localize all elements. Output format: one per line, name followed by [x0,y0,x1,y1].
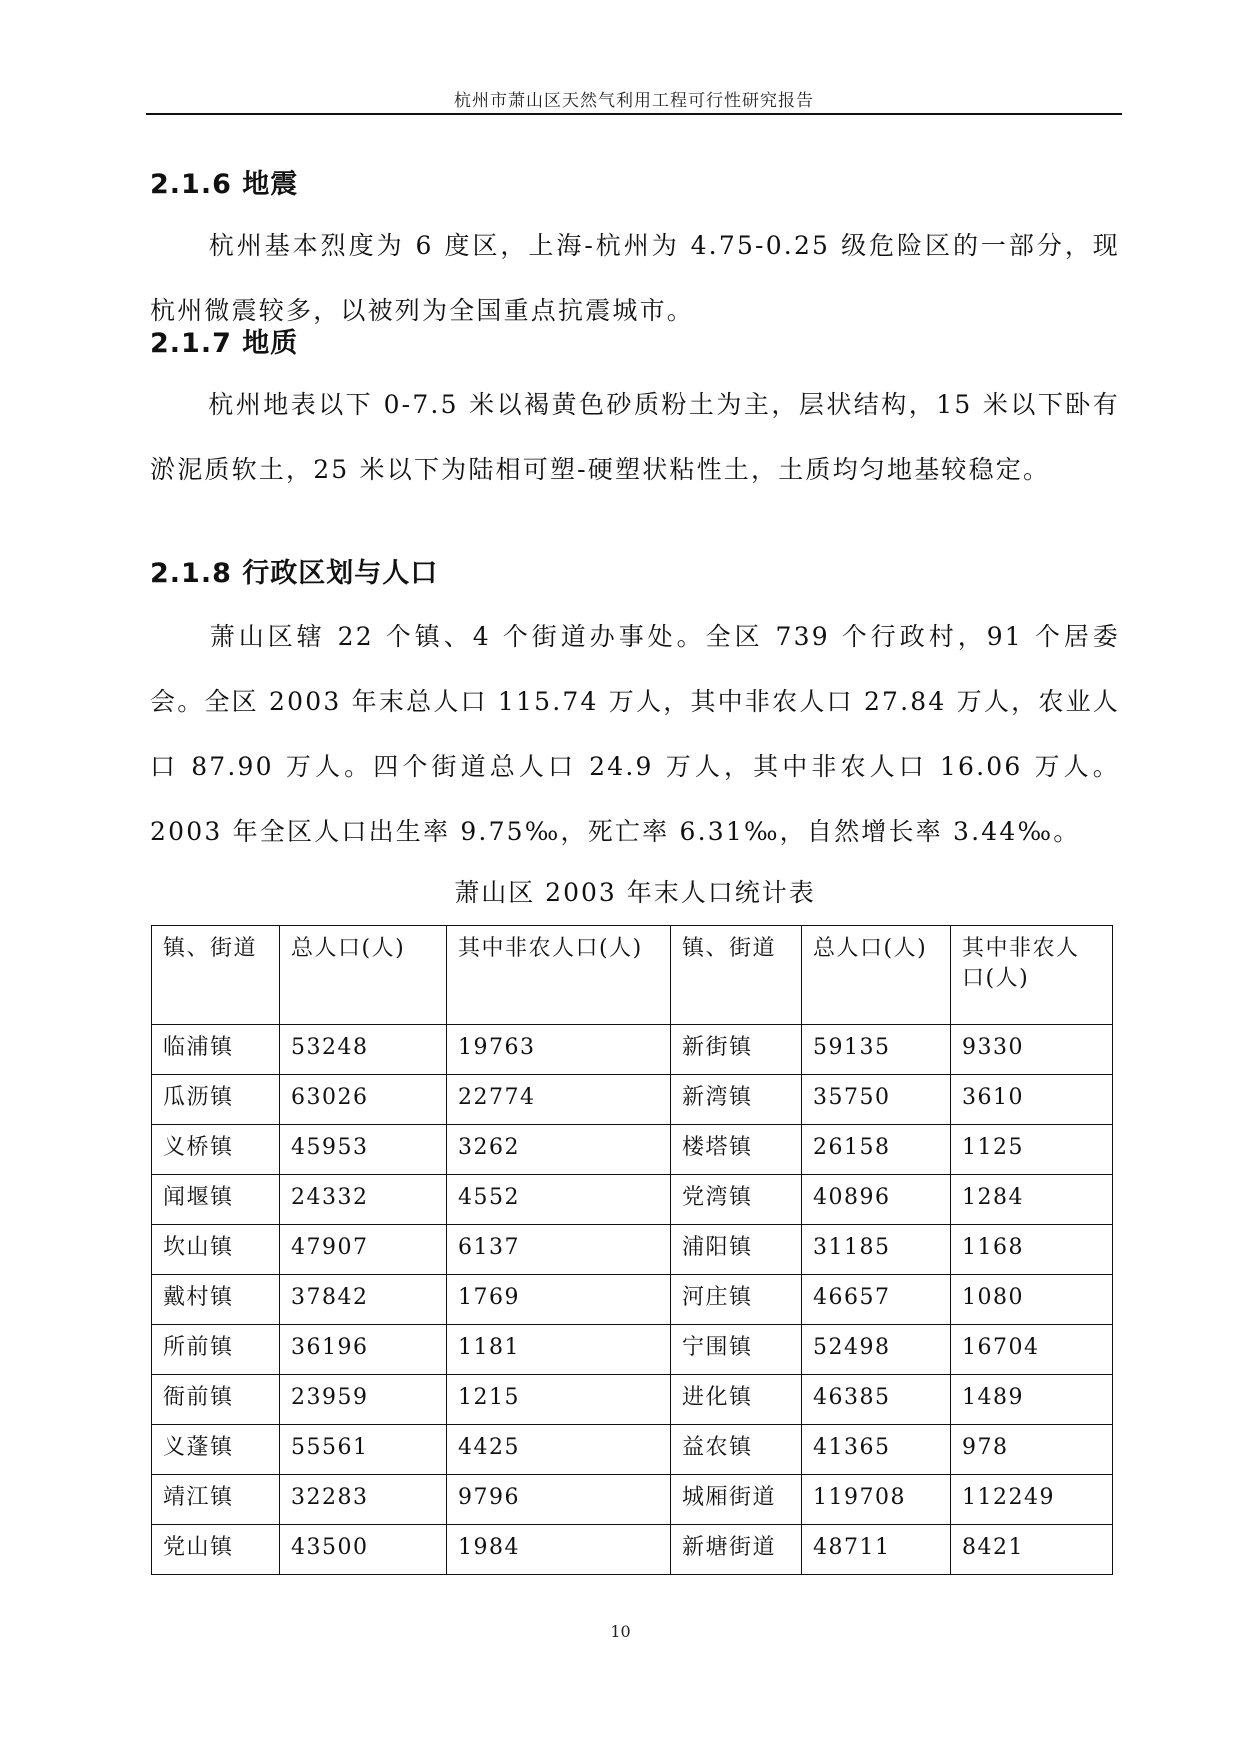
table-cell: 48711 [802,1525,951,1575]
table-cell: 40896 [802,1175,951,1225]
running-header: 杭州市萧山区天然气利用工程可行性研究报告 [454,91,814,111]
table-row [152,1425,1113,1475]
table-cell: 新塘街道 [671,1525,802,1575]
table-cell: 9796 [447,1475,671,1525]
table-cell: 112249 [951,1475,1113,1525]
table-cell: 城厢街道 [671,1475,802,1525]
table-cell: 1080 [951,1275,1113,1325]
table-cell: 党山镇 [152,1525,280,1575]
table-body [152,1025,1113,1575]
table-cell: 32283 [280,1475,447,1525]
table-cell: 1984 [447,1525,671,1575]
table-cell: 45953 [280,1125,447,1175]
table-cell: 9330 [951,1025,1113,1075]
page-number: 10 [610,1622,631,1641]
header-cell: 总人口(人) [280,926,447,1025]
table-cell: 35750 [802,1075,951,1125]
paragraph-admin-population: 萧山区辖 22 个镇、4 个街道办事处。全区 739 个行政村，91 个居委会。全区 2003 年末总人口 115.74 万人，其中非农人口 27.84 万人，农业人口 87.90 万人。四个街道总人口 24.9 万人，其中非农人口 16.06 万人。2003 年全区人口出生率 9.75‰，死亡率 6.31‰，自然增长率 3.44‰。 [150,622,1120,846]
table-cell: 19763 [447,1025,671,1075]
table-cell: 63026 [280,1075,447,1125]
table-cell: 8421 [951,1525,1113,1575]
table-cell: 靖江镇 [152,1475,280,1525]
table-cell: 1125 [951,1125,1113,1175]
table-row [152,1375,1113,1425]
population-table [151,925,1113,1575]
table-cell: 16704 [951,1325,1113,1375]
paragraph-geology: 杭州地表以下 0-7.5 米以褐黄色砂质粉土为主，层状结构，15 米以下卧有淤泥质软土，25 米以下为陆相可塑-硬塑状粘性土，土质均匀地基较稳定。 [150,390,1120,484]
table-cell: 26158 [802,1125,951,1175]
table-cell: 临浦镇 [152,1025,280,1075]
table-cell: 119708 [802,1475,951,1525]
table-cell: 53248 [280,1025,447,1075]
table-cell: 新湾镇 [671,1075,802,1125]
header-cell: 镇、街道 [671,926,802,1025]
table-row [152,1325,1113,1375]
table-cell: 55561 [280,1425,447,1475]
table-cell: 闻堰镇 [152,1175,280,1225]
paragraph-earthquake: 杭州基本烈度为 6 度区，上海-杭州为 4.75-0.25 级危险区的一部分，现杭州微震较多，以被列为全国重点抗震城市。 [150,231,1120,325]
table-cell: 浦阳镇 [671,1225,802,1275]
table-row [152,1175,1113,1225]
table-cell: 1215 [447,1375,671,1425]
table-cell: 3610 [951,1075,1113,1125]
table-row [152,1475,1113,1525]
section-heading-geology: 2.1.7 地质 [150,328,299,359]
table-cell: 47907 [280,1225,447,1275]
table-cell: 43500 [280,1525,447,1575]
table-row [152,1125,1113,1175]
table-cell: 所前镇 [152,1325,280,1375]
section-heading-admin-population: 2.1.8 行政区划与人口 [150,558,439,589]
table-cell: 3262 [447,1125,671,1175]
table-cell: 23959 [280,1375,447,1425]
header-cell: 其中非农人口(人) [951,926,1113,1025]
table-cell: 52498 [802,1325,951,1375]
table-cell: 59135 [802,1025,951,1075]
table-row [152,1025,1113,1075]
table-cell: 37842 [280,1275,447,1325]
table-cell: 瓜沥镇 [152,1075,280,1125]
table-row [152,1275,1113,1325]
table-cell: 24332 [280,1175,447,1225]
table-cell: 978 [951,1425,1113,1475]
table-cell: 义桥镇 [152,1125,280,1175]
table-header-row [152,926,1113,1025]
table-cell: 党湾镇 [671,1175,802,1225]
table-cell: 1181 [447,1325,671,1375]
header-cell: 镇、街道 [152,926,280,1025]
table-row [152,1225,1113,1275]
table-cell: 益农镇 [671,1425,802,1475]
header-rule [146,113,1122,115]
table-cell: 46657 [802,1275,951,1325]
table-cell: 坎山镇 [152,1225,280,1275]
table-caption: 萧山区 2003 年末人口统计表 [454,878,816,907]
table-cell: 楼塔镇 [671,1125,802,1175]
table-cell: 义蓬镇 [152,1425,280,1475]
table-cell: 1489 [951,1375,1113,1425]
table-cell: 6137 [447,1225,671,1275]
section-heading-earthquake: 2.1.6 地震 [150,169,299,200]
table-cell: 戴村镇 [152,1275,280,1325]
table-cell: 河庄镇 [671,1275,802,1325]
table-cell: 衙前镇 [152,1375,280,1425]
table-row [152,1075,1113,1125]
table-cell: 进化镇 [671,1375,802,1425]
table-cell: 4425 [447,1425,671,1475]
header-cell: 其中非农人口(人) [447,926,671,1025]
table-cell: 1769 [447,1275,671,1325]
table-cell: 36196 [280,1325,447,1375]
table-cell: 宁围镇 [671,1325,802,1375]
table-row [152,1525,1113,1575]
table-cell: 41365 [802,1425,951,1475]
table-cell: 22774 [447,1075,671,1125]
header-cell: 总人口(人) [802,926,951,1025]
table-cell: 46385 [802,1375,951,1425]
table-cell: 4552 [447,1175,671,1225]
table-cell: 新街镇 [671,1025,802,1075]
table-cell: 1168 [951,1225,1113,1275]
table-cell: 31185 [802,1225,951,1275]
table-cell: 1284 [951,1175,1113,1225]
